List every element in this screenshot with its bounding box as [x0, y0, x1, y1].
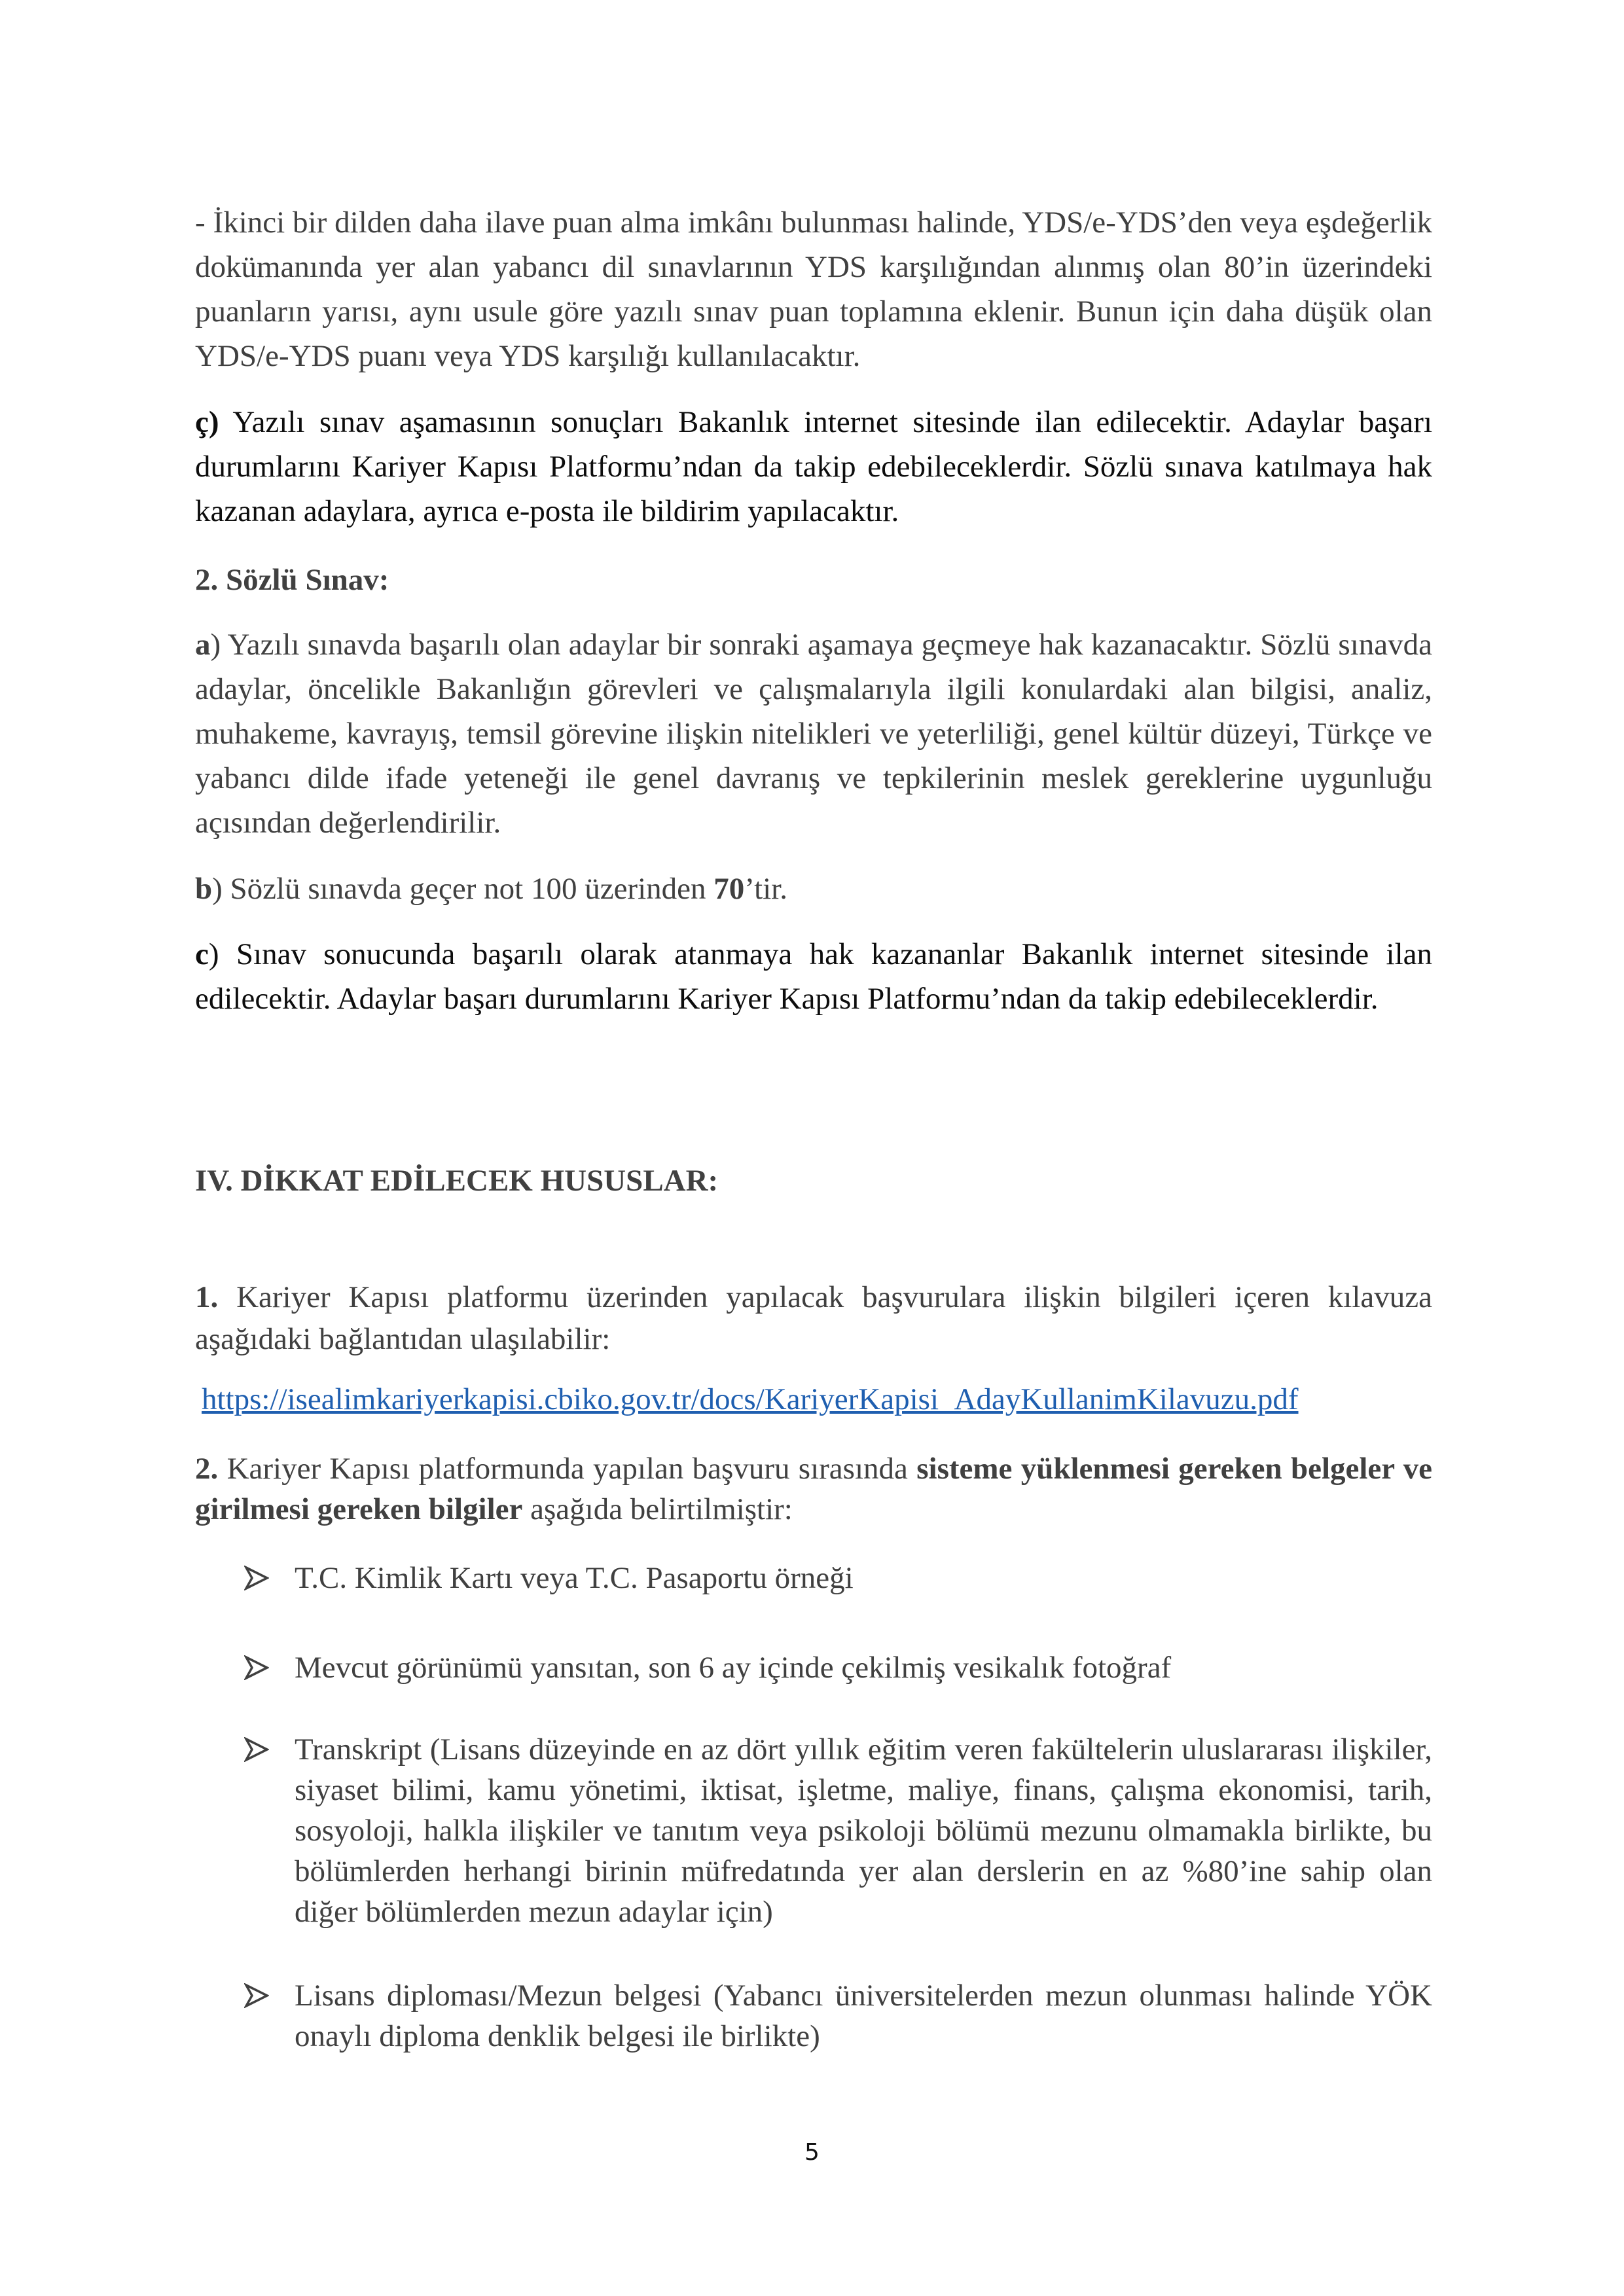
paragraph-text: Kariyer Kapısı platformu üzerinden yapılacak başvurulara ilişkin bilgileri içeren kılavuza aşağıdaki bağlantıdan ulaşılabilir:	[195, 1280, 1432, 1356]
guide-link[interactable]: https://isealimkariyerkapisi.cbiko.gov.tr/docs/KariyerKapisi_AdayKullanimKilavuzu.pdf	[202, 1382, 1299, 1416]
item-label: 2.	[195, 1452, 219, 1486]
item-label: ç)	[195, 405, 219, 439]
paragraph-text: - İkinci bir dilden daha ilave puan alma imkânı bulunması halinde, YDS/e-YDS’den veya eşdeğerlik dokümanında yer alan yabancı dil sınavlarının YDS karşılığından alınmış olan 80’in üzerindeki puanların yarısı, aynı usule göre yazılı sınav puan toplamına eklenir. Bunun için daha düşük olan YDS/e-YDS puanı veya YDS karşılığı kullanılacaktır.	[195, 206, 1432, 373]
paragraph-text: ) Sözlü sınavda geçer not 100 üzerinden	[212, 872, 714, 906]
paragraph-item-1	[195, 1276, 1432, 1360]
arrowhead-bullet-icon	[244, 1737, 269, 1762]
item-label: b	[195, 872, 213, 906]
paragraph-c	[195, 932, 1432, 1021]
paragraph-text: Yazılı sınav aşamasının sonuçları Bakanlık internet sitesinde ilan edilecektir. Adaylar başarı durumlarını Kariyer Kapısı Platformu’ndan da takip edebileceklerdir. Sözlü sınava katılmaya hak kazanan adaylara, ayrıca e-posta ile bildirim yapılacaktır.	[195, 405, 1432, 528]
list-item	[244, 1558, 1432, 1598]
section-heading-sozlu-sinav: 2. Sözlü Sınav:	[195, 563, 389, 597]
paragraph-text-suffix: aşağıda belirtilmiştir:	[522, 1492, 793, 1526]
list-item	[244, 1729, 1432, 1932]
arrowhead-bullet-icon	[244, 1655, 269, 1680]
paragraph-text-suffix: ’tir.	[744, 872, 787, 906]
list-item	[244, 1647, 1432, 1688]
paragraph-c-cedilla	[195, 400, 1432, 533]
item-label: a	[195, 628, 211, 662]
paragraph-item-2	[195, 1448, 1432, 1530]
paragraph-text: ) Yazılı sınavda başarılı olan adaylar bir sonraki aşamaya geçmeye hak kazanacaktır. Sözlü sınavda adaylar, öncelikle Bakanlığın görevleri ve çalışmalarıyla ilgili konulardaki alan bilgisi, analiz, muhakeme, kavrayış, temsil görevine ilişkin nitelikleri ve yeterliliği, genel kültür düzeyi, Türkçe ve yabancı dilde ifade yeteneği ile genel davranış ve tepkilerinin meslek gereklerine uygunluğu açısından değerlendirilir.	[195, 628, 1432, 840]
paragraph-b	[195, 867, 1432, 911]
list-item-text: Transkript (Lisans düzeyinde en az dört yıllık eğitim veren fakültelerin uluslararası ilişkiler, siyaset bilimi, kamu yönetimi, iktisat, işletme, maliye, finans, çalışma ekonomisi, tarih, sosyoloji, halkla ilişkiler ve tanıtım veya psikoloji bölümü mezunu olmamakla birlikte, bu bölümlerden herhangi birinin müfredatında yer alan derslerin en az %80’ine sahip olan diğer bölümlerden mezun adaylar için)	[295, 1732, 1432, 1929]
list-item	[244, 1975, 1432, 2056]
list-item-text: T.C. Kimlik Kartı veya T.C. Pasaportu örneği	[295, 1561, 854, 1595]
paragraph-second-language	[195, 200, 1432, 378]
item-label: c	[195, 937, 209, 971]
section-heading-dikkat: IV. DİKKAT EDİLECEK HUSUSLAR:	[195, 1164, 719, 1198]
page-number: 5	[804, 2139, 820, 2166]
arrowhead-bullet-icon	[244, 1983, 269, 2008]
required-documents-emphasis: sisteme yüklenmesi gereken belgeler ve girilmesi gereken bilgiler	[195, 1452, 1432, 1526]
paragraph-text: Kariyer Kapısı platformunda yapılan başvuru sırasında	[218, 1452, 917, 1486]
item-label: 1.	[195, 1280, 219, 1314]
list-item-text: Mevcut görünümü yansıtan, son 6 ay içinde çekilmiş vesikalık fotoğraf	[295, 1651, 1172, 1685]
passing-grade: 70	[713, 872, 745, 906]
paragraph-text: ) Sınav sonucunda başarılı olarak atanmaya hak kazananlar Bakanlık internet sitesinde ilan edilecektir. Adaylar başarı durumlarını Kariyer Kapısı Platformu’ndan da takip edebileceklerdir.	[195, 937, 1432, 1016]
arrowhead-bullet-icon	[244, 1566, 269, 1590]
list-item-text: Lisans diploması/Mezun belgesi (Yabancı üniversitelerden mezun olunması halinde YÖK onaylı diploma denklik belgesi ile birlikte)	[295, 1979, 1432, 2053]
paragraph-a	[195, 622, 1432, 845]
